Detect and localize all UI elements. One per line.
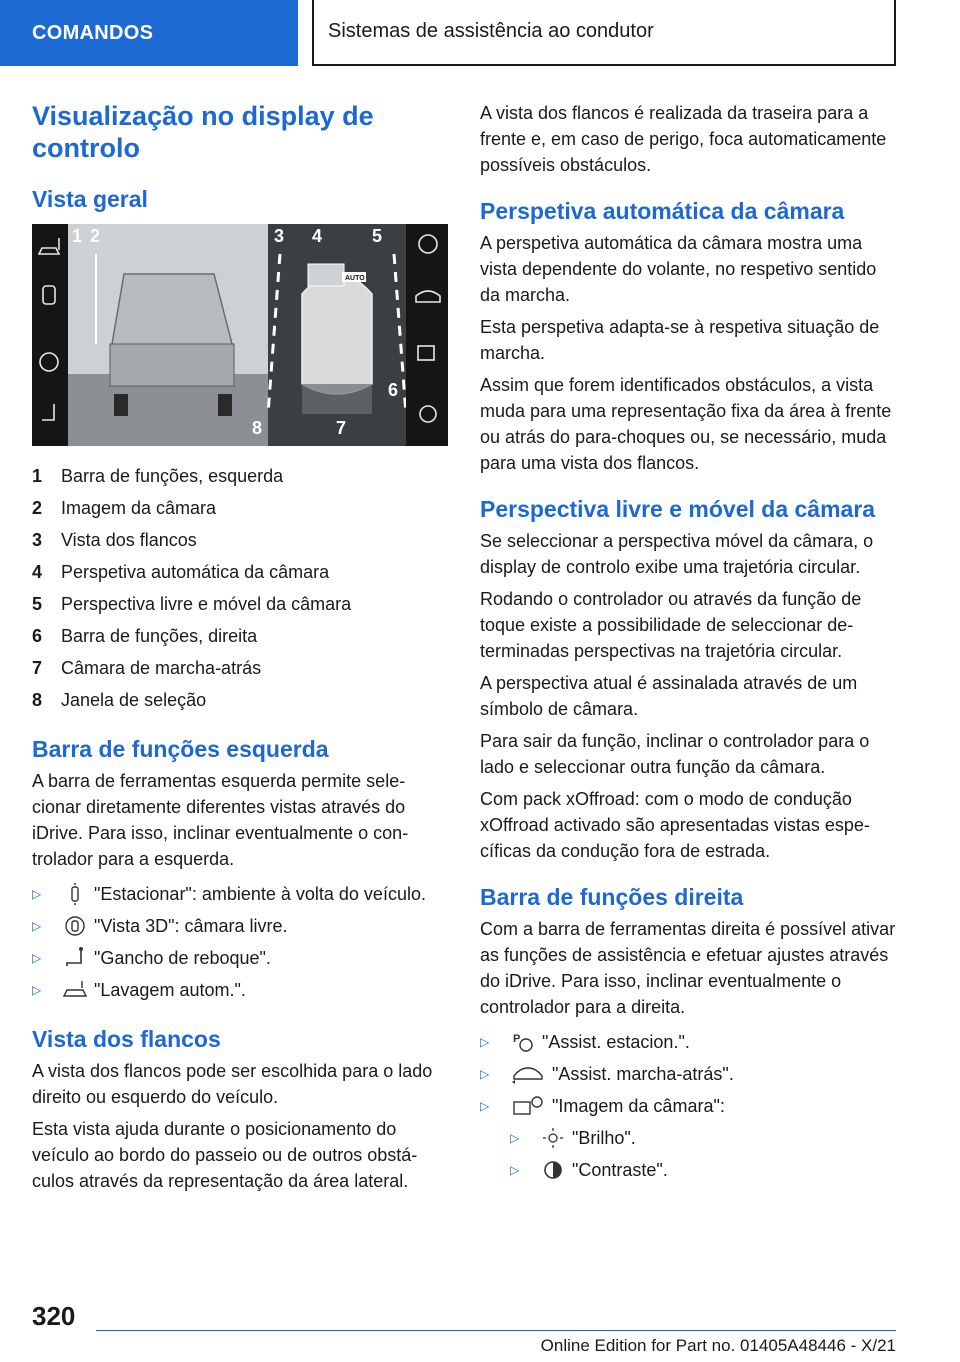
left-bar-text: A barra de ferramentas esquerda permite selecionar diretamente diferentes vistas através do iDrive. Para isso, inclinar eventualmente o controlador para a esquerda. [32, 771, 409, 869]
legend-item: 5 Perspectiva livre e móvel da câmara [32, 594, 352, 614]
bullet-triangle-icon: ▷ [32, 951, 42, 965]
callout-7: 7 [336, 418, 347, 438]
callout-2: 2 [90, 226, 101, 246]
3d-view-icon [62, 914, 88, 938]
list-item: ▷ P "Assist. estacion.". [480, 1026, 896, 1058]
callout-5: 5 [372, 226, 383, 246]
page-number: 320 [32, 1301, 76, 1331]
side-view-heading: Vista dos flancos [32, 1026, 221, 1052]
page-title: Visualização no display de controlo [32, 101, 374, 163]
camera-display-figure [32, 224, 448, 446]
free-perspective-paragraph: A perspectiva atual é assinalada através de um símbolo de câmara. [480, 673, 858, 719]
reversing-assist-icon [510, 1062, 546, 1086]
auto-perspective-paragraph: Assim que forem identificados obstáculos, a vista muda para uma representação fixa da área à frente ou atrás do para-choques ou, se necessário, muda para uma vista dos flancos. [480, 375, 892, 473]
legend-item: 1 Barra de funções, esquerda [32, 466, 284, 486]
bullet-triangle-icon: ▷ [480, 1035, 490, 1049]
section-tab: COMANDOS [0, 0, 298, 66]
list-item: ▷ "Brilho". [480, 1122, 896, 1154]
right-bar-text: Com a barra de ferramentas direita é possível ativar as funções de assistência e efetuar ajustes através do iDrive. Para isso, inclinar eventualmente o controlador para a direita. [480, 919, 896, 1017]
svg-text:P: P [513, 1033, 521, 1045]
callout-3: 3 [274, 226, 285, 246]
callout-1: 1 [72, 226, 83, 246]
legend-item: 7 Câmara de marcha-atrás [32, 658, 262, 678]
callout-4: 4 [312, 226, 323, 246]
chapter-title: Sistemas de assistência ao condutor [312, 0, 896, 66]
car-wash-icon [62, 978, 88, 1002]
camera-image-icon [510, 1094, 546, 1118]
free-perspective-paragraph: Se seleccionar a perspectiva móvel da câmara, o display de controlo exibe uma trajetória circular. [480, 531, 874, 577]
footer-divider [96, 1330, 896, 1331]
legend-item: 8 Janela de seleção [32, 690, 207, 710]
auto-perspective-heading: Perspetiva automática da câmara [480, 198, 845, 224]
figure-legend [32, 460, 448, 716]
left-column [32, 100, 448, 1200]
free-perspective-paragraph: Rodando o controlador ou através da função de toque existe a possibilidade de seleccionar determinadas perspectivas na trajetória circular. [480, 589, 862, 661]
callout-8: 8 [252, 418, 263, 438]
free-perspective-heading: Perspectiva livre e móvel da câmara [480, 496, 876, 522]
list-item: ▷ "Vista 3D": câmara livre. [32, 910, 448, 942]
right-bar-heading: Barra de funções direita [480, 884, 744, 910]
legend-item: 2 Imagem da câmara [32, 498, 217, 518]
bullet-triangle-icon: ▷ [480, 1067, 490, 1081]
auto-perspective-paragraph: Esta perspetiva adapta-se à respetiva situação de marcha. [480, 317, 880, 363]
bullet-triangle-icon: ▷ [32, 983, 42, 997]
list-item: ▷ "Imagem da câmara": [480, 1090, 896, 1122]
list-item: ▷ "Assist. marcha-atrás". [480, 1058, 896, 1090]
left-bar-heading: Barra de funções esquerda [32, 736, 329, 762]
contrast-icon [540, 1158, 566, 1182]
auto-perspective-paragraph: A perspetiva automática da câmara mostra uma vista dependente do volante, no respetivo sentido da marcha. [480, 233, 877, 305]
overview-heading: Vista geral [32, 186, 148, 212]
auto-badge: AUTO [345, 275, 365, 282]
side-view-paragraph: Esta vista ajuda durante o posicionamento do veículo ao bordo do passeio ou de outros obstáculos através da representação da área lateral. [32, 1119, 418, 1191]
bullet-triangle-icon: ▷ [32, 919, 42, 933]
page-header [0, 0, 960, 66]
camera-display-illustration [32, 224, 448, 446]
right-bar-list [480, 1026, 896, 1186]
free-perspective-paragraph: Para sair da função, inclinar o controlador para o lado e seleccionar outra função da câmara. [480, 731, 870, 777]
legend-item: 6 Barra de funções, direita [32, 626, 258, 646]
list-item: ▷ "Estacionar": ambiente à volta do veículo. [32, 878, 448, 910]
right-column [480, 100, 896, 1192]
bullet-triangle-icon: ▷ [480, 1099, 490, 1113]
brightness-icon [540, 1126, 566, 1150]
parking-view-icon [62, 882, 88, 906]
side-view-paragraph: A vista dos flancos é realizada da traseira para a frente e, em caso de perigo, foca automaticamente possíveis obstáculos. [480, 103, 887, 175]
legend-item: 3 Vista dos flancos [32, 530, 197, 550]
bullet-triangle-icon: ▷ [32, 887, 42, 901]
callout-6: 6 [388, 380, 399, 400]
left-bar-list [32, 878, 448, 1006]
footer-edition: Online Edition for Part no. 01405A48446 - X/21 [540, 1336, 896, 1355]
bullet-triangle-icon: ▷ [510, 1163, 520, 1177]
free-perspective-paragraph: Com pack xOffroad: com o modo de condução xOffroad activado são apresentadas vistas específicas da condução fora de estrada. [480, 789, 870, 861]
side-view-paragraph: A vista dos flancos pode ser escolhida para o lado direito ou esquerdo do veículo. [32, 1061, 433, 1107]
list-item: ▷ "Lavagem autom.". [32, 974, 448, 1006]
legend-item: 4 Perspetiva automática da câmara [32, 562, 330, 582]
bullet-triangle-icon: ▷ [510, 1131, 520, 1145]
parking-assist-icon [510, 1030, 536, 1054]
list-item: ▷ "Contraste". [480, 1154, 896, 1186]
tow-hitch-icon [62, 946, 88, 970]
list-item: ▷ "Gancho de reboque". [32, 942, 448, 974]
